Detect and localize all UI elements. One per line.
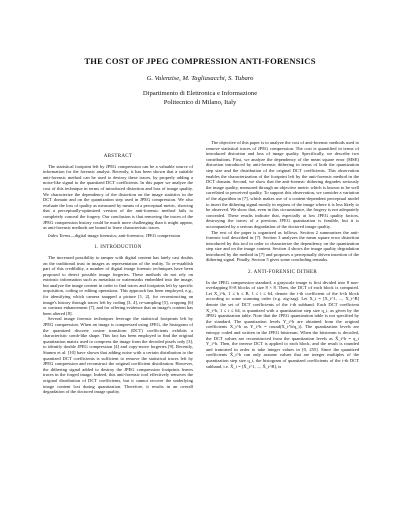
- right-column: [206, 140, 359, 369]
- paper-affiliation: [0, 89, 400, 107]
- paper-authors: G. Valenzise, M. Tagliasacchi, S. Tubaro: [146, 75, 254, 82]
- abstract-heading: ABSTRACT: [103, 154, 133, 159]
- left-column: [43, 149, 193, 395]
- index-terms: [43, 233, 193, 239]
- abstract-text: The statistical footprint left by JPEG compression can be a valuable source of information for the forensic analyst. Recently, it has been shown that a suitable anti-forensic method can be used to destroy these traces, by properly adding a noise-like signal to the quantized DCT coefficients. In this paper we analyze the cost of this technique in terms of introduced distortion and loss of image quality. We characterize the dependency of the distortion on the image statistics in the DCT domain and on the quantization step used in JPEG compression. We also evaluate the loss of quality as measured by means of a perceptual metric, showing that a perceptually-optimized version of the anti-forensic method fails to completely conceal the forgery. Our conclusion is that removing the traces of the JPEG compression history could be much more challenging than it might appear, as anti-forensic methods are bound to leave characteristic traces.: [43, 163, 193, 231]
- intro-paragraph-3: The objective of this paper is to analyze the cost of anti-forensic methods used to remove statistical traces of JPEG compression. The cost is quantified in terms of introduced distortion and loss of image quality. Specifically, we describe two contributions. First, we analyze the dependency of the mean square error (MSE) distortion introduced by anti-forensic dithering in terms of both the quantization step size and the distribution of the original DCT coefficients. This observation enables the characterization of the footprint left by the anti-forensic method in the DCT domain. Second, we show that the anti-forensic dithering degrades seriously the image quality, measured through an objective metric which is known to be well correlated to perceived quality. To support this observation, we consider a variation of the algorithm in [7], which makes use of a content-dependent perceptual model to insert the dithering signal mostly in regions of the image where it is less likely to be observed. We show that, even in this circumstance, the forgery is not adequately concealed. These results indicate that, especially at low JPEG quality factors, destroying the traces of a previous JPEG quantization is feasible, but it is accompanied by a serious degradation of the doctored image quality.: [206, 140, 359, 229]
- intro-paragraph-2: Several image forensic techniques leverage the statistical footprints left by JPEG compression. When an image is compressed using JPEG, the histogram of the quantized discrete cosine transform (DCT) coefficients exhibits a characteristic comb-like shape. This fact has been employed to find the original quantization matrix used to compress the image from the decoded pixels only [3], to identify double JPEG compression [4] and copy-move forgeries [9]. Recently, Stamm et al. [10] have shown that adding noise with a certain distribution to the quantized DCT coefficients is sufficient to remove the statistical traces left by JPEG compression and reconstruct the original coefficient distribution. However, the dithering signal added to destroy the JPEG compression footprints leaves traces in the forged image. Indeed, this anti-forensic tool effectively removes the original distribution of DCT coefficients, but it cannot recover the underlying image content lost during quantization. Therefore, it results in an overall degradation of the doctored image quality.: [43, 316, 193, 395]
- index-terms-text: —digital image forensics; anti-forensics; JPEG compression: [70, 232, 181, 238]
- section2-heading: 2. ANTI-FORENSIC DITHER: [248, 270, 317, 276]
- paper-title: THE COST OF JPEG COMPRESSION ANTI-FORENSICS: [84, 56, 316, 66]
- intro-heading: 1. INTRODUCTION: [94, 245, 142, 251]
- affiliation-line-2: Politecnico di Milano, Italy: [163, 99, 237, 106]
- intro-paragraph-4: The rest of the paper is organized as follows. Section 2 summarizes the anti-forensic tool described in [7]. Section 3 analyzes the mean square error distortion introduced by this tool in order to characterize the dependency on the quantization step size and on the image content. Section 4 shows the image quality degradation introduced by the method in [7] and proposes a perceptually driven insertion of the dithering signal. Finally, Section 5 gives some concluding remarks.: [206, 229, 359, 263]
- intro-paragraph-1: The increased possibility to tamper with digital content has lately cast doubts on the traditional trust in images as representation of the reality. To re-establish part of this credibility, a number of digital image forensic techniques have been proposed to detect possible image forgeries. These methods do not rely on extrinsic information such as metadata or watermarks embedded into the image, but analyze the image content in order to find traces and footprints left by specific acquisition, coding or editing operations. This approach has been employed, e.g., for identifying which camera snapped a picture [1, 2], for reconstructing an image's history through traces left by coding [3, 4], re-sampling [5], cropping [6] or contrast enhancement [7], and for offering evidence that an image's content has been altered [8].: [43, 254, 193, 316]
- index-terms-label: Index Terms: [48, 232, 71, 238]
- affiliation-line-1: Dipartimento di Elettronica e Informazione: [142, 90, 258, 97]
- section2-text: In the JPEG compression standard, a grayscale image is first divided into 8 non-overlapping 8×8 blocks of size 8 × 8. Then, the DCT of each block is computed. Let X_i^b, 1 ≤ b ≤ B, 1 ≤ i ≤ 64, denote the i-th coefficient of the b-th block according to some scanning order (e.g. zig-zag). Let X_i = [X_i^1, ..., X_i^B] denote the set of DCT coefficients of the i-th subband. Each DCT coefficient X_i^b, 1 ≤ i ≤ 64, is quantized with a quantization step size q_i, as given by the JPEG quantization table. Note that the JPEG quantization table is not specified by the standard. The quantization levels Y_i^b are obtained from the original coefficients X_i^b as Y_i^b = round(X_i^b/q_i). The quantization levels are entropy coded and written in the JPEG bitstream. When the bitstream is decoded, the DCT values are reconstructed from the quantization levels as X̃_i^b = q_i Y_i^b. Then, the inverse DCT is applied to each block, and the result is rounded and truncated in order to take integer values in [0, 255]. Since the quantized coefficients X̃_i^b can only assume values that are integer multiples of the quantization step size q_i, the histogram of quantized coefficients of the i-th DCT subband, i.e. X̃_i = [X̃_i^1, ..., X̃_i^B], is: [206, 279, 359, 369]
